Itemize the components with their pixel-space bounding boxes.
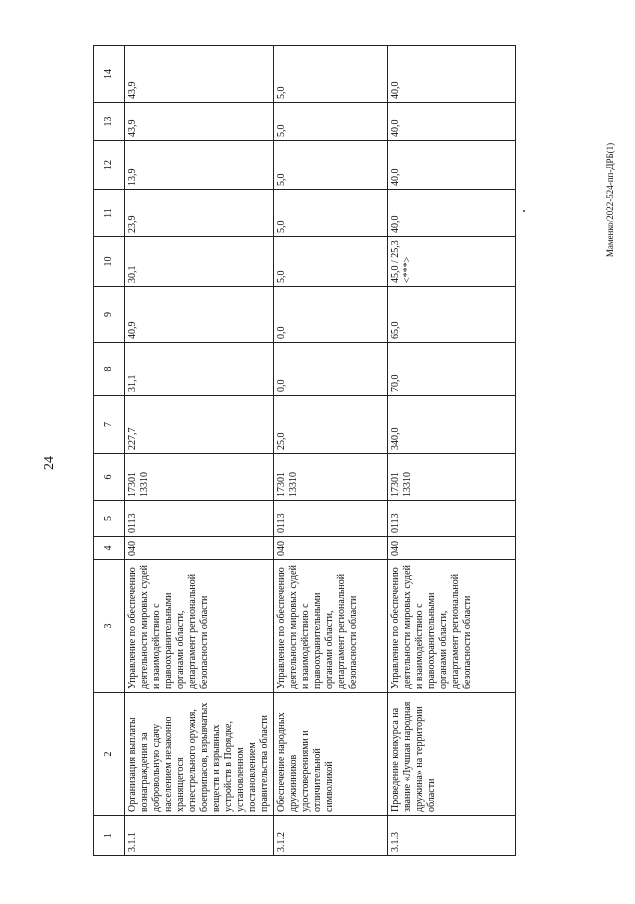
header-cell: 8 xyxy=(94,343,125,396)
row-number: 3.1.2 xyxy=(274,816,388,856)
col-13-value: 43,9 xyxy=(125,103,274,141)
document-code-text: Маменко/2022-524-пп-ДРБ(1) xyxy=(605,142,615,258)
col-11-value: 23,9 xyxy=(125,190,274,237)
col-11-value: 40,0 xyxy=(388,190,516,237)
header-cell: 11 xyxy=(94,190,125,237)
col-11-value: 5,0 xyxy=(274,190,388,237)
header-cell: 2 xyxy=(94,693,125,816)
header-cell: 12 xyxy=(94,141,125,190)
table-row xyxy=(125,46,274,856)
header-cell: 10 xyxy=(94,237,125,287)
col-10-value: 45,0 / 25,3 <***> xyxy=(388,237,516,287)
page-number: 24 xyxy=(42,456,57,470)
header-cell: 4 xyxy=(94,537,125,560)
table-row xyxy=(388,46,516,856)
header-cell: 7 xyxy=(94,396,125,454)
col-6-value: 17301 13310 xyxy=(125,454,274,501)
col-12-value: 5,0 xyxy=(274,141,388,190)
col-12-value: 40,0 xyxy=(388,141,516,190)
col-7-value: 227,7 xyxy=(125,396,274,454)
header-cell: 6 xyxy=(94,454,125,501)
header-cell: 13 xyxy=(94,103,125,141)
header-cell: 9 xyxy=(94,287,125,343)
rotated-table-anchor xyxy=(93,69,473,857)
col-6-value: 17301 13310 xyxy=(274,454,388,501)
table-stage xyxy=(93,46,491,856)
col-10-value: 5,0 xyxy=(274,237,388,287)
table-row xyxy=(274,46,388,856)
col-13-value: 5,0 xyxy=(274,103,388,141)
budget-table xyxy=(93,45,516,856)
col-8-value: 31,1 xyxy=(125,343,274,396)
col-4-value: 040 xyxy=(125,537,274,560)
executor: Управление по обеспечению деятельности мировых судей и взаимодействию с правоохранительными органами области, департамент региональной безопасности области xyxy=(388,560,516,693)
col-8-value: 0,0 xyxy=(274,343,388,396)
header-row xyxy=(94,46,125,856)
header-cell: 14 xyxy=(94,46,125,103)
col-10-value: 30,1 xyxy=(125,237,274,287)
executor: Управление по обеспечению деятельности мировых судей и взаимодействию с правоохранительными органами области, департамент региональной безопасности области xyxy=(274,560,388,693)
col-6-value: 17301 13310 xyxy=(388,454,516,501)
row-number: 3.1.3 xyxy=(388,816,516,856)
header-cell: 1 xyxy=(94,816,125,856)
col-4-value: 040 xyxy=(388,537,516,560)
executor: Управление по обеспечению деятельности мировых судей и взаимодействию с правоохранительными органами области, департамент региональной безопасности области xyxy=(125,560,274,693)
header-cell: 5 xyxy=(94,501,125,537)
col-13-value: 40,0 xyxy=(388,103,516,141)
measure-name: Проведение конкурса на звание «Лучшая народная дружина» на территории области xyxy=(388,693,516,816)
col-7-value: 340,0 xyxy=(388,396,516,454)
col-14-value: 43,9 xyxy=(125,46,274,103)
col-9-value: 40,9 xyxy=(125,287,274,343)
stray-mark xyxy=(523,210,525,212)
measure-name: Организация выплаты вознаграждения за добровольную сдачу населением незаконно хранящегося огнестрельного оружия, боеприпасов, взрывчатых веществ и взрывных устройств в Порядке, установленном постановлением правительства области xyxy=(125,693,274,816)
col-14-value: 40,0 xyxy=(388,46,516,103)
header-cell: 3 xyxy=(94,560,125,693)
col-9-value: 0,0 xyxy=(274,287,388,343)
col-5-value: 0113 xyxy=(125,501,274,537)
col-14-value: 5,0 xyxy=(274,46,388,103)
col-12-value: 13,9 xyxy=(125,141,274,190)
col-8-value: 70,0 xyxy=(388,343,516,396)
col-9-value: 65,0 xyxy=(388,287,516,343)
col-5-value: 0113 xyxy=(388,501,516,537)
document-code xyxy=(605,142,615,258)
row-number: 3.1.1 xyxy=(125,816,274,856)
col-4-value: 040 xyxy=(274,537,388,560)
col-5-value: 0113 xyxy=(274,501,388,537)
col-7-value: 25,0 xyxy=(274,396,388,454)
measure-name: Обеспечение народных дружинников удостоверениями и отличительной символикой xyxy=(274,693,388,816)
